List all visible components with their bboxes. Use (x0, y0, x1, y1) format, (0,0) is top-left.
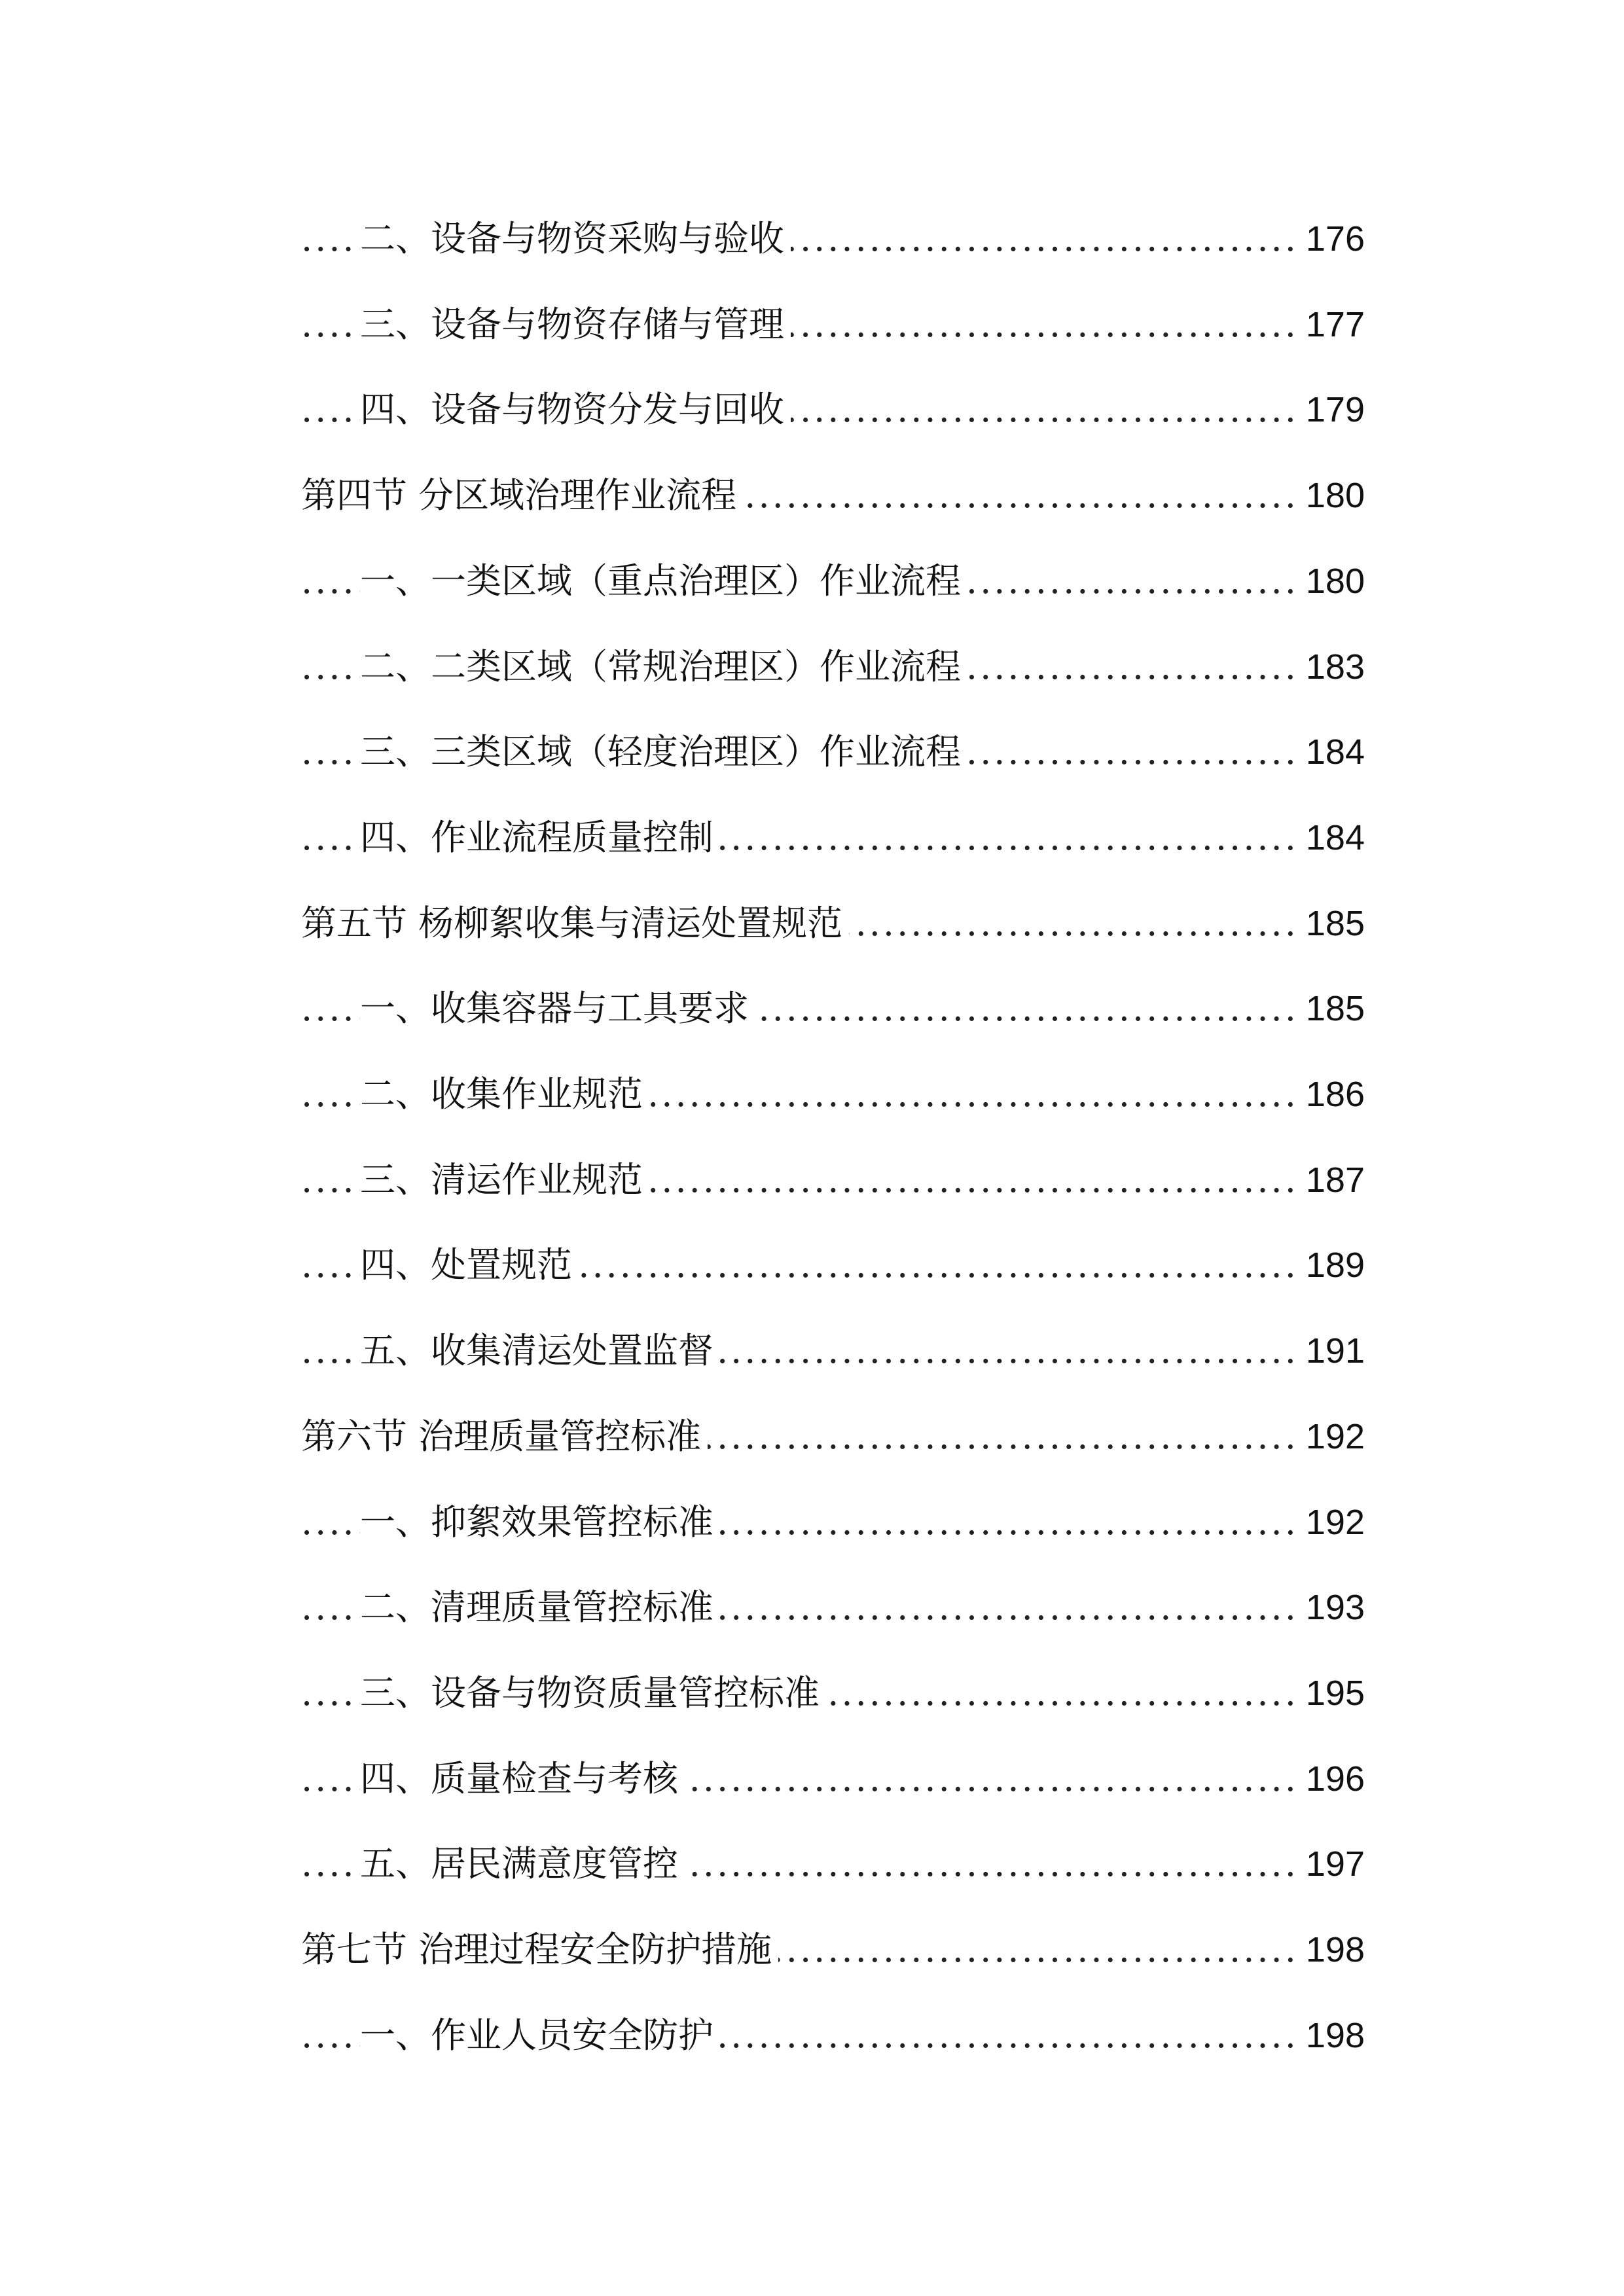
toc-entry-title: 第四节 分区域治理作业流程 (301, 463, 743, 528)
toc-page-number: 187 (1301, 1147, 1365, 1213)
toc-entry-title: 四、质量检查与考核 (360, 1746, 685, 1812)
toc-page-number: 196 (1301, 1746, 1365, 1812)
toc-item-entry[interactable] (0, 548, 1624, 614)
toc-page-number: 180 (1301, 548, 1365, 614)
toc-item-entry[interactable] (0, 1575, 1624, 1640)
toc-page-number: 176 (1301, 206, 1365, 272)
toc-page-number: 198 (1301, 2003, 1365, 2068)
toc-page-number: 195 (1301, 1660, 1365, 1726)
toc-entry-title: 四、处置规范 (360, 1232, 579, 1298)
toc-item-entry[interactable] (0, 206, 1624, 272)
toc-page-number: 183 (1301, 634, 1365, 700)
toc-item-entry[interactable] (0, 1318, 1624, 1384)
toc-item-entry[interactable] (0, 976, 1624, 1041)
toc-page-number: 185 (1301, 976, 1365, 1041)
toc-item-entry[interactable] (0, 1232, 1624, 1298)
toc-entry-title: 一、抑絮效果管控标准 (360, 1490, 720, 1555)
toc-item-entry[interactable] (0, 805, 1624, 870)
toc-page-number: 184 (1301, 805, 1365, 870)
toc-page-number: 179 (1301, 377, 1365, 442)
toc-section-entry[interactable] (0, 891, 1624, 956)
toc-entry-title: 第五节 杨柳絮收集与清运处置规范 (301, 891, 849, 956)
toc-entry-title: 三、设备与物资存储与管理 (360, 292, 791, 357)
toc-entry-title: 第七节 治理过程安全防护措施 (301, 1917, 778, 1982)
toc-page-number: 185 (1301, 891, 1365, 956)
toc-section-entry[interactable] (0, 1404, 1624, 1469)
toc-page-number: 184 (1301, 719, 1365, 785)
toc-item-entry[interactable] (0, 1147, 1624, 1213)
toc-page-number: 177 (1301, 292, 1365, 357)
toc-page-number: 197 (1301, 1831, 1365, 1897)
toc-entry-title: 一、一类区域（重点治理区）作业流程 (360, 548, 967, 614)
toc-item-entry[interactable] (0, 1062, 1624, 1127)
toc-entry-title: 二、二类区域（常规治理区）作业流程 (360, 634, 967, 700)
toc-item-entry[interactable] (0, 634, 1624, 700)
toc-section-entry[interactable] (0, 463, 1624, 528)
toc-entry-title: 三、清运作业规范 (360, 1147, 649, 1213)
toc-entry-title: 二、设备与物资采购与验收 (360, 206, 791, 272)
toc-entry-title: 四、设备与物资分发与回收 (360, 377, 791, 442)
toc-item-entry[interactable] (0, 2003, 1624, 2068)
toc-page-number: 180 (1301, 463, 1365, 528)
toc-page-number: 193 (1301, 1575, 1365, 1640)
toc-entry-title: 第六节 治理质量管控标准 (301, 1404, 708, 1469)
toc-item-entry[interactable] (0, 292, 1624, 357)
toc-item-entry[interactable] (0, 1660, 1624, 1726)
toc-entry-title: 三、三类区域（轻度治理区）作业流程 (360, 719, 967, 785)
toc-page-number: 186 (1301, 1062, 1365, 1127)
toc-item-entry[interactable] (0, 719, 1624, 785)
toc-page-number: 192 (1301, 1404, 1365, 1469)
toc-page-number: 198 (1301, 1917, 1365, 1982)
toc-entry-title: 三、设备与物资质量管控标准 (360, 1660, 826, 1726)
toc-section-entry[interactable] (0, 1917, 1624, 1982)
toc-item-entry[interactable] (0, 377, 1624, 442)
toc-page-number: 192 (1301, 1490, 1365, 1555)
toc-item-entry[interactable] (0, 1746, 1624, 1812)
toc-entry-title: 五、居民满意度管控 (360, 1831, 685, 1897)
toc-entry-title: 五、收集清运处置监督 (360, 1318, 720, 1384)
toc-entry-title: 二、收集作业规范 (360, 1062, 649, 1127)
toc-page-number: 191 (1301, 1318, 1365, 1384)
toc-entry-title: 一、收集容器与工具要求 (360, 976, 755, 1041)
toc-page-number: 189 (1301, 1232, 1365, 1298)
toc-item-entry[interactable] (0, 1490, 1624, 1555)
toc-item-entry[interactable] (0, 1831, 1624, 1897)
toc-entry-title: 四、作业流程质量控制 (360, 805, 720, 870)
toc-entry-title: 一、作业人员安全防护 (360, 2003, 720, 2068)
toc-entry-title: 二、清理质量管控标准 (360, 1575, 720, 1640)
